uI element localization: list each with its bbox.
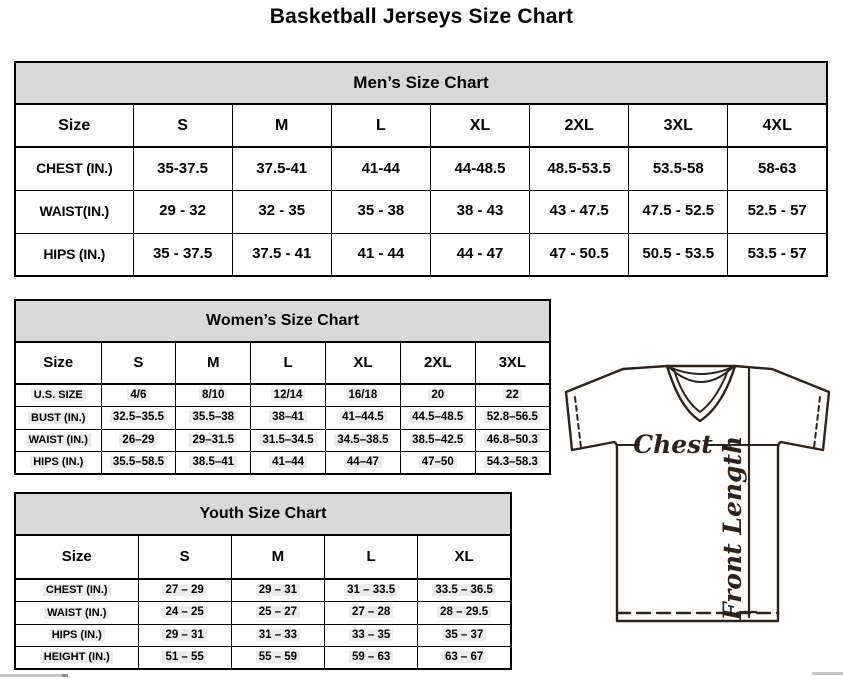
row-label bbox=[15, 624, 138, 647]
jersey-measurement-diagram bbox=[559, 356, 839, 626]
size-cell bbox=[325, 624, 418, 647]
size-cell bbox=[138, 647, 231, 670]
youth-column-header: Size bbox=[15, 535, 138, 579]
womens-table-row bbox=[15, 384, 550, 407]
size-cell bbox=[325, 452, 400, 475]
size-cell bbox=[331, 147, 430, 190]
size-cell bbox=[133, 147, 232, 190]
size-cell-text: 59 – 63 bbox=[349, 651, 393, 663]
womens-table-row bbox=[15, 429, 550, 452]
horizontal-scrollbar-fragment-left[interactable] bbox=[0, 674, 68, 677]
row-label-text: U.S. SIZE bbox=[31, 389, 86, 401]
womens-column-header: M bbox=[176, 342, 251, 384]
size-cell-text: 47.5 - 52.5 bbox=[642, 202, 715, 220]
size-cell-text: 31 – 33.5 bbox=[344, 584, 398, 596]
size-cell-text: 55 – 59 bbox=[256, 651, 300, 663]
youth-table-row bbox=[15, 624, 511, 647]
size-cell-text: 35.5–38 bbox=[189, 411, 237, 423]
size-cell bbox=[176, 452, 251, 475]
mens-size-chart bbox=[14, 61, 828, 277]
size-cell-text: 34.5–38.5 bbox=[334, 434, 391, 446]
size-cell bbox=[430, 233, 529, 276]
size-cell bbox=[133, 190, 232, 233]
size-cell-text: 47–50 bbox=[419, 456, 457, 468]
womens-column-header: L bbox=[251, 342, 326, 384]
size-cell-text: 29 – 31 bbox=[162, 629, 206, 641]
size-cell bbox=[231, 647, 324, 670]
page-title: Basketball Jerseys Size Chart bbox=[269, 5, 574, 28]
womens-column-header: 2XL bbox=[400, 342, 475, 384]
row-label bbox=[15, 384, 101, 407]
size-cell bbox=[251, 452, 326, 475]
size-cell bbox=[176, 429, 251, 452]
mens-table-row bbox=[15, 233, 827, 276]
row-label-text: HIPS (IN.) bbox=[30, 456, 86, 468]
size-cell bbox=[101, 429, 176, 452]
size-cell-text: 48.5-53.5 bbox=[547, 159, 611, 177]
size-cell bbox=[325, 579, 418, 602]
size-cell-text: 38 - 43 bbox=[456, 202, 504, 220]
size-cell-text: 53.5 - 57 bbox=[747, 245, 807, 262]
size-cell bbox=[325, 407, 400, 430]
row-label bbox=[15, 233, 133, 276]
size-cell bbox=[325, 602, 418, 625]
row-label bbox=[15, 147, 133, 190]
size-cell bbox=[101, 384, 176, 407]
size-cell bbox=[251, 407, 326, 430]
size-cell bbox=[400, 429, 475, 452]
size-cell-text: 28 – 29.5 bbox=[437, 606, 491, 618]
size-cell bbox=[728, 190, 827, 233]
size-cell bbox=[475, 407, 550, 430]
mens-column-header: S bbox=[133, 104, 232, 147]
youth-size-chart bbox=[14, 492, 512, 670]
youth-chart-title: Youth Size Chart bbox=[15, 493, 511, 535]
size-cell-text: 53.5-58 bbox=[652, 159, 704, 177]
row-label-text: HIPS (IN.) bbox=[43, 245, 106, 262]
youth-column-header: L bbox=[325, 535, 418, 579]
size-cell-text: 29 – 31 bbox=[256, 584, 300, 596]
size-cell bbox=[400, 452, 475, 475]
size-cell bbox=[325, 384, 400, 407]
size-cell-text: 41–44 bbox=[269, 456, 307, 468]
size-cell-text: 37.5-41 bbox=[256, 159, 308, 177]
row-label-text: WAIST(IN.) bbox=[39, 202, 110, 219]
size-cell bbox=[430, 147, 529, 190]
womens-column-header: S bbox=[101, 342, 176, 384]
size-cell-text: 16/18 bbox=[346, 389, 381, 401]
size-cell bbox=[138, 602, 231, 625]
womens-chart-title: Women’s Size Chart bbox=[15, 300, 550, 342]
row-label-text: HIPS (IN.) bbox=[49, 629, 105, 641]
size-cell bbox=[475, 384, 550, 407]
horizontal-scrollbar-fragment-right[interactable] bbox=[812, 672, 843, 675]
size-cell bbox=[231, 602, 324, 625]
size-cell-text: 38.5–42.5 bbox=[409, 434, 466, 446]
size-cell bbox=[430, 190, 529, 233]
row-label-text: CHEST (IN.) bbox=[36, 160, 113, 177]
mens-column-header: 2XL bbox=[530, 104, 629, 147]
size-cell-text: 44-48.5 bbox=[454, 159, 506, 177]
size-cell bbox=[418, 579, 511, 602]
size-cell-text: 8/10 bbox=[199, 389, 227, 401]
chest-label: Chest bbox=[633, 430, 713, 459]
size-cell bbox=[232, 190, 331, 233]
size-cell-text: 46.8–50.3 bbox=[484, 434, 541, 446]
size-cell-text: 41–44.5 bbox=[339, 411, 387, 423]
youth-table-row bbox=[15, 647, 511, 670]
youth-column-header: M bbox=[231, 535, 324, 579]
size-cell bbox=[325, 429, 400, 452]
size-cell bbox=[331, 190, 430, 233]
row-label bbox=[15, 452, 101, 475]
row-label bbox=[15, 647, 138, 670]
size-cell bbox=[231, 579, 324, 602]
size-cell bbox=[133, 233, 232, 276]
size-cell-text: 33 – 35 bbox=[349, 629, 393, 641]
size-cell-text: 12/14 bbox=[271, 389, 306, 401]
size-cell bbox=[400, 407, 475, 430]
jersey-outline bbox=[566, 366, 829, 621]
size-cell bbox=[176, 384, 251, 407]
size-cell-text: 47 - 50.5 bbox=[549, 245, 609, 262]
size-cell bbox=[325, 647, 418, 670]
womens-column-header: XL bbox=[325, 342, 400, 384]
size-cell bbox=[232, 233, 331, 276]
size-cell-text: 35 - 37.5 bbox=[152, 245, 213, 262]
size-cell bbox=[728, 147, 827, 190]
size-cell-text: 22 bbox=[503, 389, 522, 401]
row-label bbox=[15, 579, 138, 602]
size-cell-text: 24 – 25 bbox=[162, 606, 206, 618]
size-cell bbox=[138, 624, 231, 647]
size-cell-text: 38–41 bbox=[269, 411, 307, 423]
front-length-label: Front Length bbox=[718, 435, 747, 621]
mens-column-header: M bbox=[232, 104, 331, 147]
size-cell-text: 44–47 bbox=[344, 456, 382, 468]
womens-size-chart bbox=[14, 299, 551, 475]
size-cell bbox=[251, 384, 326, 407]
size-cell-text: 27 – 29 bbox=[162, 584, 206, 596]
mens-table-row bbox=[15, 190, 827, 233]
size-cell-text: 43 - 47.5 bbox=[549, 202, 609, 220]
size-cell bbox=[629, 233, 728, 276]
size-cell-text: 35 - 38 bbox=[357, 202, 405, 220]
youth-column-header: XL bbox=[418, 535, 511, 579]
size-cell-text: 51 – 55 bbox=[162, 651, 206, 663]
size-cell-text: 31.5–34.5 bbox=[259, 434, 316, 446]
womens-column-header: 3XL bbox=[475, 342, 550, 384]
size-cell-text: 44.5–48.5 bbox=[409, 411, 466, 423]
size-cell bbox=[418, 624, 511, 647]
mens-table-row bbox=[15, 147, 827, 190]
size-cell-text: 44 - 47 bbox=[456, 245, 504, 262]
size-cell bbox=[232, 147, 331, 190]
size-cell-text: 54.3–58.3 bbox=[484, 456, 541, 468]
row-label bbox=[15, 429, 101, 452]
size-cell bbox=[629, 147, 728, 190]
mens-column-header: XL bbox=[430, 104, 529, 147]
size-cell-text: 37.5 - 41 bbox=[252, 245, 312, 262]
size-cell-text: 29 - 32 bbox=[159, 202, 206, 220]
row-label bbox=[15, 190, 133, 233]
size-cell-text: 32 - 35 bbox=[258, 202, 306, 220]
size-cell bbox=[475, 452, 550, 475]
mens-column-header: L bbox=[331, 104, 430, 147]
size-cell-text: 29–31.5 bbox=[189, 434, 237, 446]
size-cell-text: 52.5 - 57 bbox=[747, 202, 807, 220]
row-label-text: BUST (IN.) bbox=[28, 412, 88, 424]
size-cell-text: 50.5 - 53.5 bbox=[642, 245, 715, 262]
size-cell-text: 58-63 bbox=[757, 159, 797, 177]
row-label-text: WAIST (IN.) bbox=[44, 607, 109, 619]
size-cell-text: 35-37.5 bbox=[157, 159, 208, 177]
size-cell-text: 33.5 – 36.5 bbox=[432, 584, 496, 596]
size-cell-text: 26–29 bbox=[119, 434, 157, 446]
size-cell bbox=[101, 452, 176, 475]
row-label-text: CHEST (IN.) bbox=[43, 584, 111, 596]
row-label-text: HEIGHT (IN.) bbox=[41, 651, 113, 663]
womens-table-row bbox=[15, 452, 550, 475]
size-cell bbox=[251, 429, 326, 452]
youth-column-header: S bbox=[138, 535, 231, 579]
size-cell bbox=[138, 579, 231, 602]
size-cell bbox=[530, 190, 629, 233]
size-cell bbox=[101, 407, 176, 430]
size-cell-text: 63 – 67 bbox=[442, 651, 486, 663]
size-cell bbox=[331, 233, 430, 276]
size-cell-text: 25 – 27 bbox=[256, 606, 300, 618]
size-cell-text: 41-44 bbox=[361, 159, 401, 177]
size-cell bbox=[728, 233, 827, 276]
size-cell bbox=[418, 647, 511, 670]
size-cell bbox=[530, 233, 629, 276]
size-cell bbox=[530, 147, 629, 190]
mens-column-header: 4XL bbox=[728, 104, 827, 147]
row-label-text: WAIST (IN.) bbox=[26, 434, 91, 446]
size-cell bbox=[400, 384, 475, 407]
size-cell bbox=[475, 429, 550, 452]
size-cell bbox=[176, 407, 251, 430]
size-cell-text: 4/6 bbox=[127, 389, 149, 401]
mens-column-header: 3XL bbox=[629, 104, 728, 147]
mens-chart-title: Men’s Size Chart bbox=[15, 62, 827, 104]
row-label bbox=[15, 407, 101, 430]
womens-table-row bbox=[15, 407, 550, 430]
row-label bbox=[15, 602, 138, 625]
size-cell-text: 32.5–35.5 bbox=[110, 411, 167, 423]
womens-column-header: Size bbox=[15, 342, 101, 384]
youth-table-row bbox=[15, 602, 511, 625]
size-cell-text: 35 – 37 bbox=[442, 629, 486, 641]
size-cell bbox=[231, 624, 324, 647]
youth-table-row bbox=[15, 579, 511, 602]
size-cell-text: 41 - 44 bbox=[357, 245, 405, 262]
size-cell-text: 52.8–56.5 bbox=[484, 411, 541, 423]
mens-column-header: Size bbox=[15, 104, 133, 147]
size-cell bbox=[629, 190, 728, 233]
size-cell-text: 31 – 33 bbox=[256, 629, 300, 641]
size-cell-text: 38.5–41 bbox=[189, 456, 237, 468]
size-cell-text: 20 bbox=[428, 389, 447, 401]
size-cell-text: 35.5–58.5 bbox=[110, 456, 167, 468]
size-cell-text: 27 – 28 bbox=[349, 606, 393, 618]
size-cell bbox=[418, 602, 511, 625]
